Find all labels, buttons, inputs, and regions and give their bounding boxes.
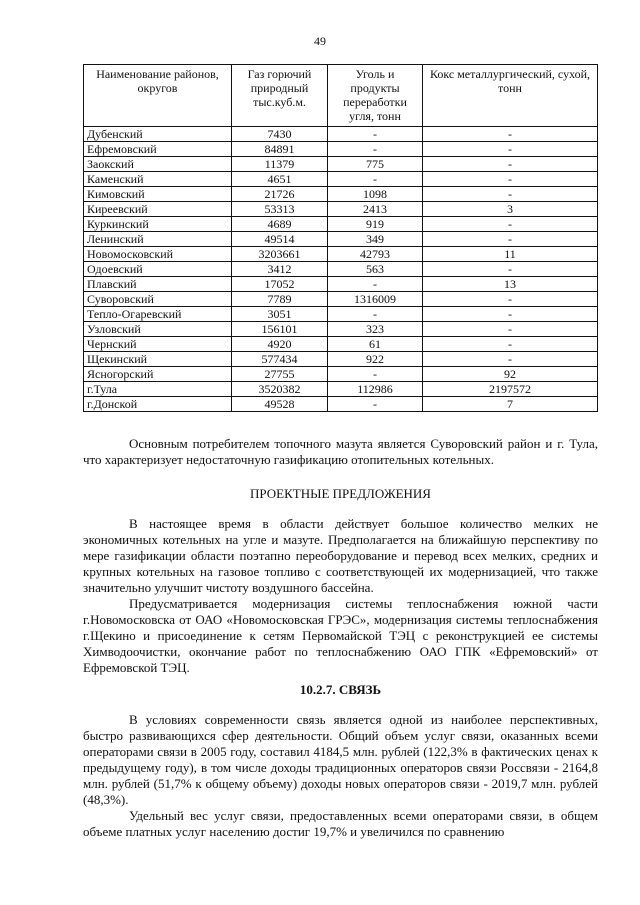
cell-district: Плавский xyxy=(84,277,232,292)
cell-coal: 349 xyxy=(328,232,423,247)
cell-coal: 112986 xyxy=(328,382,423,397)
cell-district: Суворовский xyxy=(84,292,232,307)
table-row xyxy=(84,397,598,412)
cell-coal: 563 xyxy=(328,262,423,277)
paragraph-fuel-oil: Основным потребителем топочного мазута является Суворовский район и г. Тула, что характеризует недостаточную газификацию отопительных котельных. xyxy=(83,436,598,467)
table-row xyxy=(84,277,598,292)
page-number: 49 xyxy=(314,34,326,48)
table-row xyxy=(84,187,598,202)
table-row xyxy=(84,367,598,382)
cell-coal: - xyxy=(328,367,423,382)
cell-coke: - xyxy=(423,337,598,352)
cell-natural-gas: 7789 xyxy=(232,292,328,307)
cell-coke: 7 xyxy=(423,397,598,412)
cell-district: Дубенский xyxy=(84,127,232,142)
cell-natural-gas: 3520382 xyxy=(232,382,328,397)
cell-natural-gas: 17052 xyxy=(232,277,328,292)
cell-coal: 323 xyxy=(328,322,423,337)
table-body xyxy=(84,127,598,412)
cell-coal: - xyxy=(328,277,423,292)
cell-coal: 2413 xyxy=(328,202,423,217)
cell-natural-gas: 7430 xyxy=(232,127,328,142)
cell-natural-gas: 3051 xyxy=(232,307,328,322)
cell-coke: 11 xyxy=(423,247,598,262)
cell-natural-gas: 4651 xyxy=(232,172,328,187)
cell-coke: - xyxy=(423,187,598,202)
cell-coke: 13 xyxy=(423,277,598,292)
cell-natural-gas: 3203661 xyxy=(232,247,328,262)
table-row xyxy=(84,202,598,217)
cell-coal: 922 xyxy=(328,352,423,367)
cell-district: Куркинский xyxy=(84,217,232,232)
table-row xyxy=(84,217,598,232)
cell-coal: 42793 xyxy=(328,247,423,262)
cell-coke: - xyxy=(423,307,598,322)
cell-district: Кимовский xyxy=(84,187,232,202)
cell-coke: - xyxy=(423,262,598,277)
cell-coke: 2197572 xyxy=(423,382,598,397)
cell-district: Тепло-Огаревский xyxy=(84,307,232,322)
cell-natural-gas: 3412 xyxy=(232,262,328,277)
cell-district: Новомосковский xyxy=(84,247,232,262)
cell-coal: 775 xyxy=(328,157,423,172)
fuel-consumption-table xyxy=(83,64,598,412)
paragraph-communications-1: В условиях современности связь является одной из наиболее перспективных, быстро развивающихся сфер деятельности. Общий объем услуг связи, оказанных всеми операторами связи в 2005 году, составил 4184,5 млн. рублей (122,3% в фактических ценах к предыдущему году), в том числе доходы традиционных операторов связи Россвязи - 2164,8 млн. рублей (51,7% к общему объему) доходы новых операторов связи - 2019,7 млн. рублей (48,3%). xyxy=(83,712,598,807)
cell-natural-gas: 49528 xyxy=(232,397,328,412)
cell-coke: - xyxy=(423,157,598,172)
proposals-text-block xyxy=(83,516,598,676)
heading-communications: 10.2.7. СВЯЗЬ xyxy=(299,682,382,697)
cell-district: Ефремовский xyxy=(84,142,232,157)
cell-natural-gas: 4920 xyxy=(232,337,328,352)
cell-natural-gas: 156101 xyxy=(232,322,328,337)
header-district: Наименование районов, округов xyxy=(84,65,232,127)
cell-coal: - xyxy=(328,172,423,187)
table-row xyxy=(84,382,598,397)
cell-coke: - xyxy=(423,232,598,247)
table-row xyxy=(84,352,598,367)
table-row xyxy=(84,322,598,337)
cell-coke: - xyxy=(423,142,598,157)
table-row xyxy=(84,142,598,157)
table-row xyxy=(84,157,598,172)
cell-district: Заокский xyxy=(84,157,232,172)
communications-text-block xyxy=(83,712,598,840)
cell-district: Одоевский xyxy=(84,262,232,277)
cell-district: Щекинский xyxy=(84,352,232,367)
cell-coal: 1098 xyxy=(328,187,423,202)
cell-coal: - xyxy=(328,397,423,412)
cell-coke: - xyxy=(423,217,598,232)
cell-coal: 61 xyxy=(328,337,423,352)
table-row xyxy=(84,292,598,307)
table-row xyxy=(84,172,598,187)
cell-natural-gas: 21726 xyxy=(232,187,328,202)
paragraph-boilers: В настоящее время в области действует большое количество мелких не экономичных котельных на угле и мазуте. Предполагается на ближайшую перспективу по мере газификации области поэтапно переоборудование и перевод всех мелких, средних и крупных котельных на газовое топливо с соответствующей их модернизацией, что также значительно улучшит чистоту воздушного бассейна. xyxy=(83,516,598,595)
cell-natural-gas: 84891 xyxy=(232,142,328,157)
cell-coal: - xyxy=(328,307,423,322)
cell-district: Узловский xyxy=(84,322,232,337)
cell-district: Ясногорский xyxy=(84,367,232,382)
cell-district: Ленинский xyxy=(84,232,232,247)
header-natural-gas: Газ горючий природный тыс.куб.м. xyxy=(232,65,328,127)
cell-natural-gas: 577434 xyxy=(232,352,328,367)
cell-coke: 3 xyxy=(423,202,598,217)
cell-coke: - xyxy=(423,352,598,367)
table-header-row xyxy=(84,65,598,127)
cell-district: Каменский xyxy=(84,172,232,187)
header-coke: Кокс металлургический, сухой, тонн xyxy=(423,65,598,127)
cell-district: Киреевский xyxy=(84,202,232,217)
cell-coal: - xyxy=(328,127,423,142)
cell-coke: - xyxy=(423,322,598,337)
table-row xyxy=(84,247,598,262)
paragraph-communications-2: Удельный вес услуг связи, предоставленных всеми операторами связи, в общем объеме платных услуг населению достиг 19,7% и увеличился по сравнению xyxy=(83,808,598,839)
header-coal: Уголь и продукты переработки угля, тонн xyxy=(328,65,423,127)
table-row xyxy=(84,127,598,142)
cell-coal: 1316009 xyxy=(328,292,423,307)
cell-district: г.Тула xyxy=(84,382,232,397)
heading-proposals: ПРОЕКТНЫЕ ПРЕДЛОЖЕНИЯ xyxy=(250,486,431,501)
cell-natural-gas: 49514 xyxy=(232,232,328,247)
cell-coal: - xyxy=(328,142,423,157)
cell-district: г.Донской xyxy=(84,397,232,412)
table-row xyxy=(84,262,598,277)
table-row xyxy=(84,232,598,247)
fuel-oil-paragraph-block xyxy=(83,436,598,468)
cell-coke: - xyxy=(423,172,598,187)
cell-district: Чернский xyxy=(84,337,232,352)
table-row xyxy=(84,307,598,322)
cell-natural-gas: 53313 xyxy=(232,202,328,217)
paragraph-heating: Предусматривается модернизация системы теплоснабжения южной части г.Новомосковска от ОАО «Новомосковская ГРЭС», модернизация системы теплоснабжения г.Щекино и присоединение к сетям Первомайской ТЭЦ с реконструкцией ее системы Химводоочистки, окончание работ по теплоснабжению ОАО ГПК «Ефремовский» от Ефремовской ТЭЦ. xyxy=(83,596,598,675)
cell-coal: 919 xyxy=(328,217,423,232)
cell-natural-gas: 11379 xyxy=(232,157,328,172)
cell-coke: - xyxy=(423,292,598,307)
cell-natural-gas: 4689 xyxy=(232,217,328,232)
cell-natural-gas: 27755 xyxy=(232,367,328,382)
cell-coke: 92 xyxy=(423,367,598,382)
table-row xyxy=(84,337,598,352)
cell-coke: - xyxy=(423,127,598,142)
